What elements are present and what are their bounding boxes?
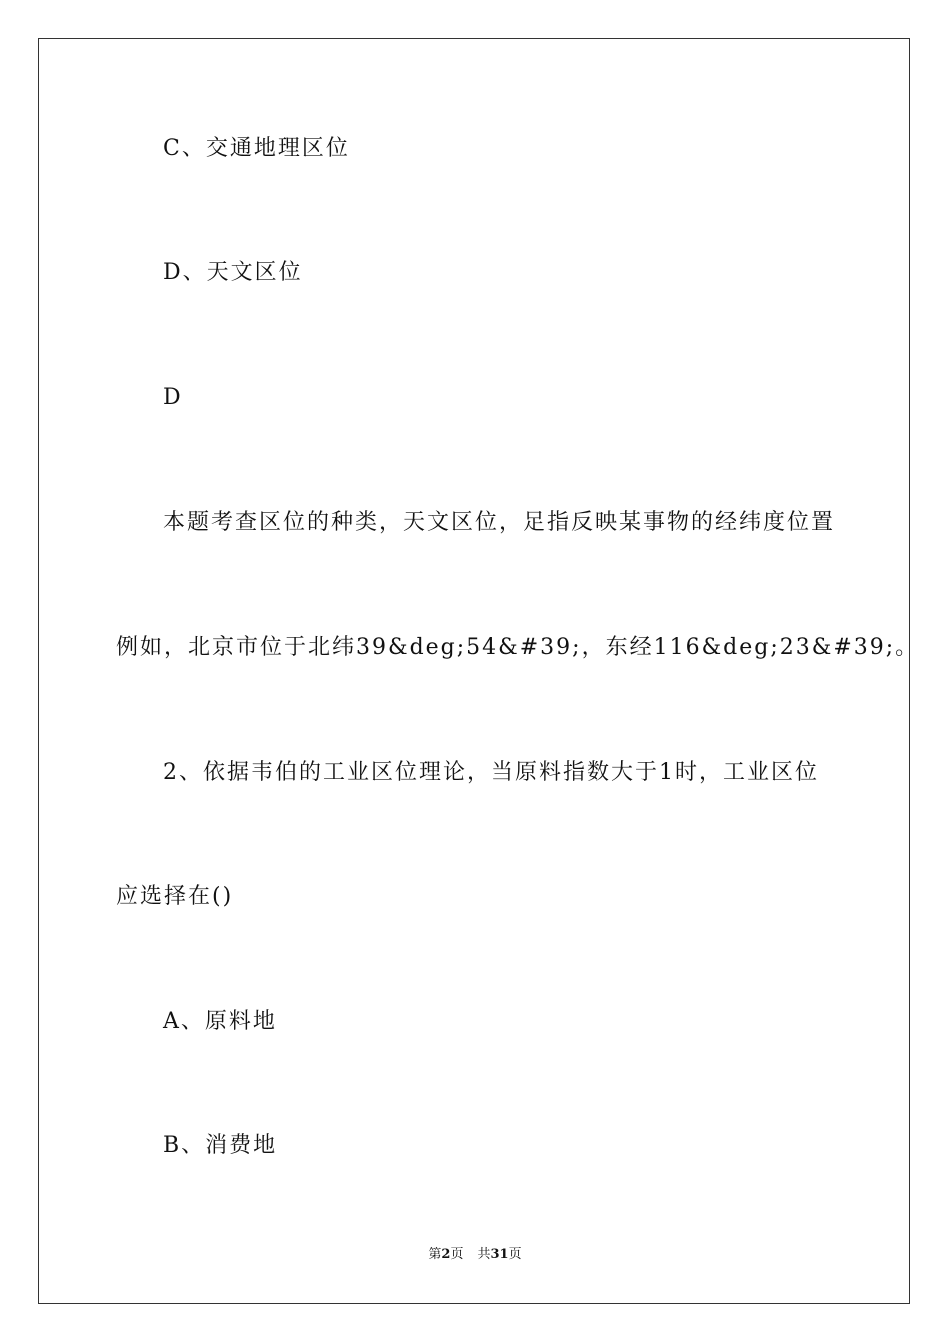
option-a: A、原料地 [163, 1009, 277, 1034]
question-2-line-1: 2、依据韦伯的工业区位理论，当原料指数大于1时，工业区位 [163, 760, 819, 785]
question-2-line-2: 应选择在() [116, 884, 234, 909]
page-suffix: 页 [450, 1247, 464, 1262]
answer: D [163, 385, 183, 410]
option-c: C、交通地理区位 [163, 136, 350, 161]
page-footer [0, 1246, 950, 1264]
option-d: D、天文区位 [163, 260, 303, 285]
explanation-line-1: 本题考查区位的种类，天文区位，足指反映某事物的经纬度位置 [163, 510, 836, 535]
total-pages: 31 [490, 1247, 509, 1262]
page-number: 2 [441, 1247, 451, 1262]
total-prefix: 共 [477, 1247, 491, 1262]
page-prefix: 第 [428, 1247, 442, 1262]
total-suffix: 页 [508, 1247, 522, 1262]
explanation-line-2: 例如，北京市位于北纬39&deg;54&#39;，东经116&deg;23&#39;。 [116, 635, 920, 660]
page-border [38, 38, 910, 1304]
option-b: B、消费地 [163, 1133, 278, 1158]
